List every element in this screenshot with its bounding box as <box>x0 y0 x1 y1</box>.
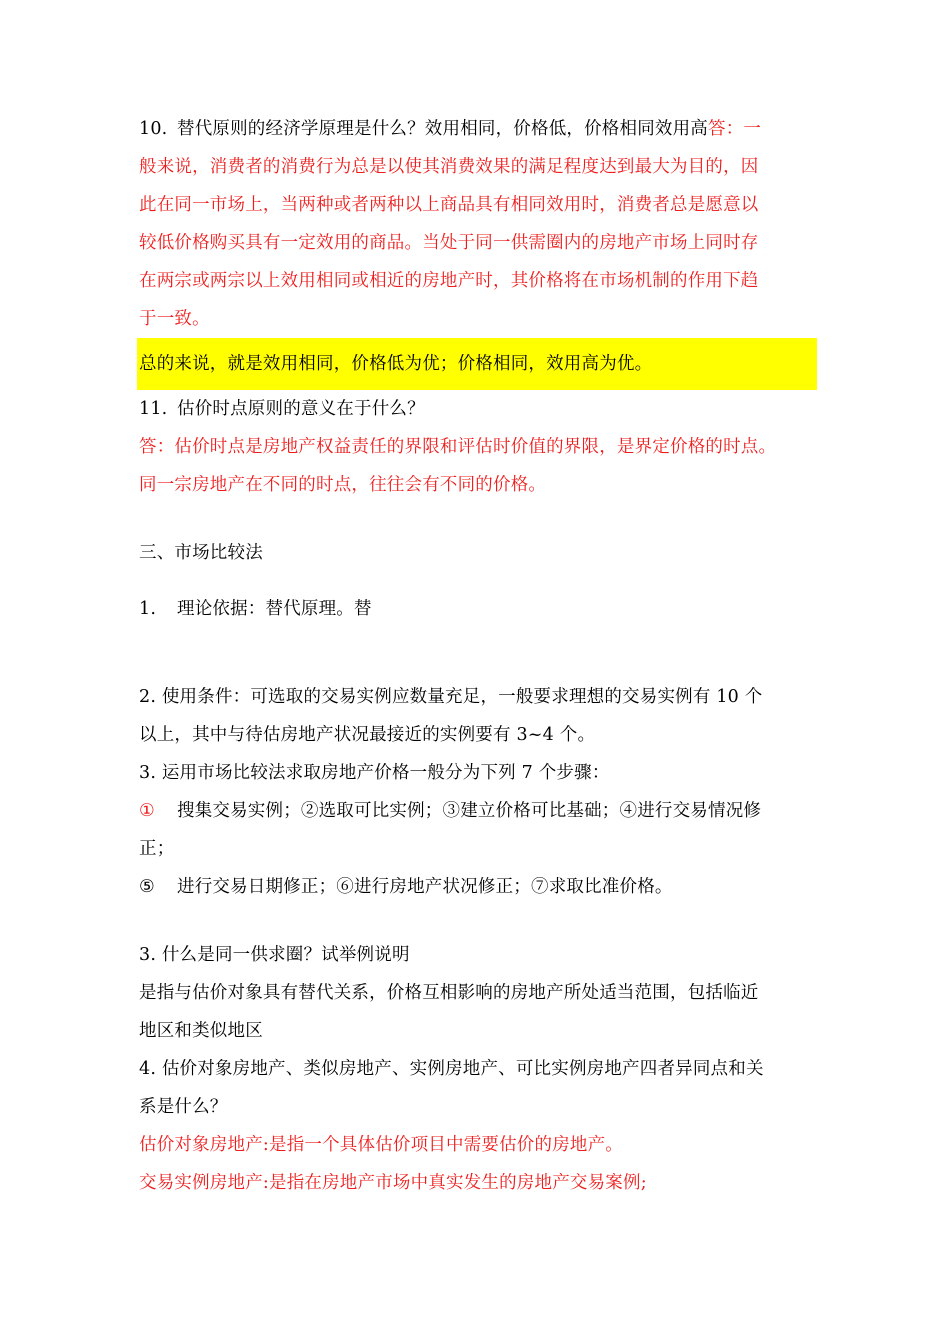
q4-title-line-1: 4. 估价对象房地产、类似房地产、实例房地产、可比实例房地产四者异同点和关 <box>139 1059 764 1079</box>
q11-answer-line-1: 答：估价时点是房地产权益责任的界限和评估时价值的界限，是界定价格的时点。 <box>139 437 777 457</box>
steps-text-3: 进行交易日期修正；⑥进行房地产状况修正；⑦求取比准价格。 <box>177 877 673 897</box>
q10-number: 10. <box>139 119 168 139</box>
q4-answer-line-2: 交易实例房地产:是指在房地产市场中真实发生的房地产交易案例; <box>139 1173 647 1193</box>
q10-answer-lead: 答：一 <box>708 119 762 139</box>
document-page <box>139 110 819 1202</box>
q10-answer-line-4: 在两宗或两宗以上效用相同或相近的房地产时，其价格将在市场机制的作用下趋 <box>139 271 759 291</box>
item1-number: 1. <box>139 599 157 619</box>
steps-line-2: 正； <box>139 839 175 859</box>
q11-number: 11. <box>139 399 168 419</box>
steps-text-1: 搜集交易实例；②选取可比实例；③建立价格可比基础；④进行交易情况修 <box>177 801 762 821</box>
section3-heading: 三、市场比较法 <box>139 543 263 563</box>
steps-line-3 <box>139 868 819 906</box>
q10-summary-highlight: 总的来说，就是效用相同，价格低为优；价格相同，效用高为优。 <box>137 338 817 390</box>
q11-question-line <box>139 390 819 428</box>
q4-answer-line-1: 估价对象房地产:是指一个具体估价项目中需要估价的房地产。 <box>139 1135 623 1155</box>
spacer <box>139 504 819 534</box>
q11-answer-line-2: 同一宗房地产在不同的时点，往往会有不同的价格。 <box>139 475 547 495</box>
spacer <box>139 572 819 590</box>
item1-text: 理论依据：替代原理。替 <box>177 599 372 619</box>
q11-question: 估价时点原则的意义在于什么？ <box>177 399 425 419</box>
q10-question: 替代原则的经济学原理是什么？效用相同，价格低，价格相同效用高 <box>177 119 708 139</box>
section3-item3: 3. 运用市场比较法求取房地产价格一般分为下列 7 个步骤： <box>139 763 610 783</box>
q10-question-line <box>139 110 819 148</box>
q10-answer-line-3: 较低价格购买具有一定效用的商品。当处于同一供需圈内的房地产市场上同时存 <box>139 233 759 253</box>
steps-line-1 <box>139 792 819 830</box>
q10-answer-line-1: 般来说，消费者的消费行为总是以使其消费效果的满足程度达到最大为目的，因 <box>139 157 759 177</box>
step5-marker: ⑤ <box>139 877 155 897</box>
spacer <box>139 906 819 936</box>
q10-answer-line-2: 此在同一市场上，当两种或者两种以上商品具有相同效用时，消费者总是愿意以 <box>139 195 759 215</box>
spacer <box>139 628 819 678</box>
q4-title-line-2: 系是什么？ <box>139 1097 228 1117</box>
q3-answer-line-2: 地区和类似地区 <box>139 1021 263 1041</box>
q3-answer-line-1: 是指与估价对象具有替代关系，价格互相影响的房地产所处适当范围，包括临近 <box>139 983 759 1003</box>
step1-marker: ① <box>139 801 155 821</box>
q3-title: 3. 什么是同一供求圈？试举例说明 <box>139 945 410 965</box>
section3-item2-line-1: 2. 使用条件：可选取的交易实例应数量充足，一般要求理想的交易实例有 10 个 <box>139 687 763 707</box>
section3-item1 <box>139 590 819 628</box>
q10-answer-line-5: 于一致。 <box>139 309 210 329</box>
section3-item2-line-2: 以上，其中与待估房地产状况最接近的实例要有 3~4 个。 <box>139 725 596 745</box>
